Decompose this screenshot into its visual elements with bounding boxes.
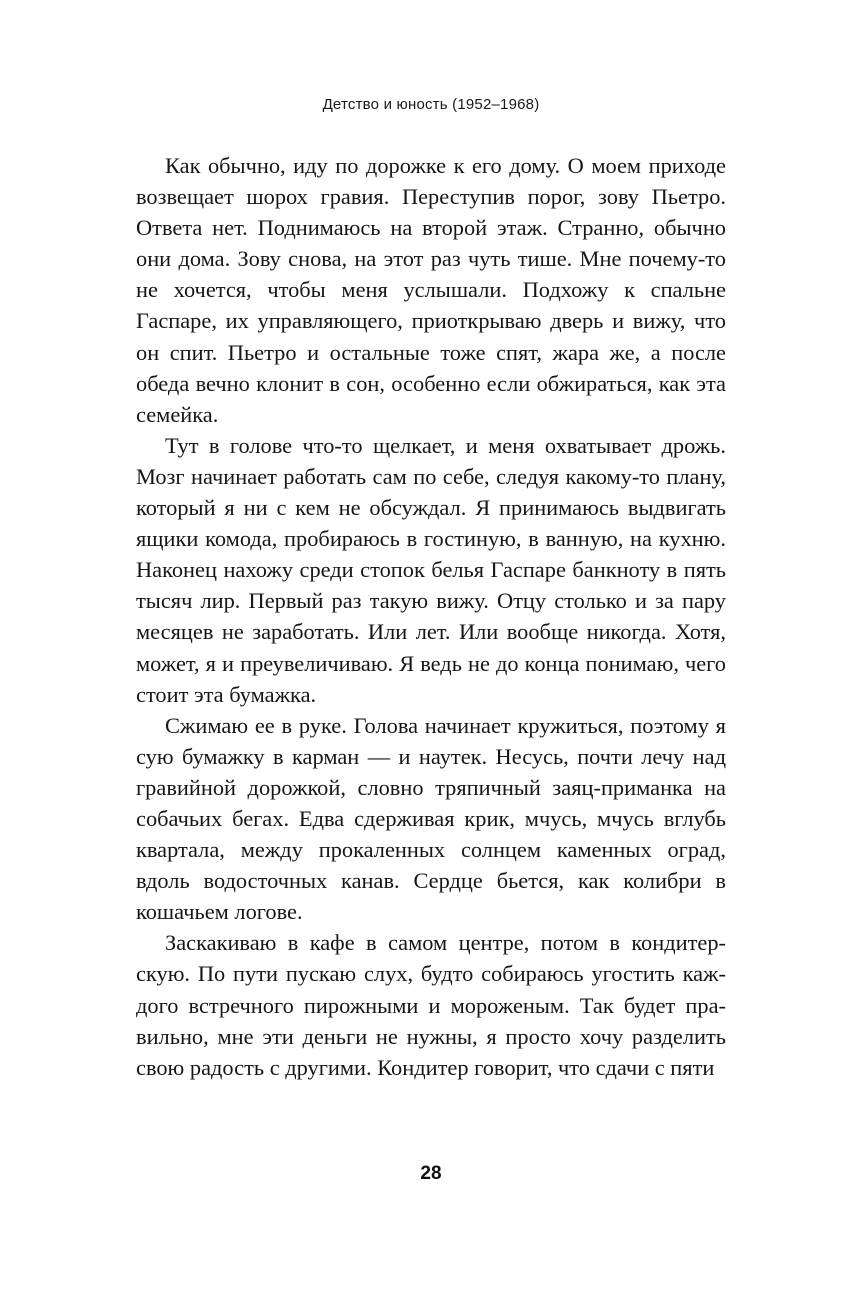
paragraph-3: Сжимаю ее в руке. Голова начинает кружиться, поэтому я сую бумажку в карман — и наутек. Несусь, почти лечу над гравийной дорожкой, словно тряпичный заяц-приманка на собачьих бегах. Едва сдерживая крик, мчусь, мчусь вглубь квартала, между прокаленных солнцем каменных оград, вдоль водосточных канав. Сердце бьется, как колибри в кошачьем логове. [136,712,726,925]
page-number: 28 [420,1163,442,1184]
paragraph-1: Как обычно, иду по дорожке к его дому. О моем приходе возвещает шорох гравия. Переступив порог, зову Пьетро. Ответа нет. Поднимаюсь на второй этаж. Странно, обычно они дома. Зову снова, на этот раз чуть тише. Мне почему-то не хочется, чтобы меня услышали. Подхожу к спальне Гаспаре, их управляющего, приоткрываю дверь и вижу, что он спит. Пьетро и остальные тоже спят, жара же, а после обеда вечно клонит в сон, особенно если обжираться, как эта семейка. [136,153,726,427]
paragraph-2: Тут в голове что-то щелкает, и меня охватывает дрожь. Мозг начинает работать сам по себе, следуя какому-то плану, который я ни с кем не обсуждал. Я принимаюсь выдвигать ящики комода, пробираюсь в гостиную, в ванную, на кухню. Наконец нахожу среди стопок белья Гаспаре банкноту в пять тысяч лир. Первый раз такую вижу. Отцу столько и за пару месяцев не заработать. Или лет. Или вообще никогда. Хотя, может, я и преувеличиваю. Я ведь не до конца понимаю, чего стоит эта бумажка. [136,432,726,707]
running-head: Детство и юность (1952–1968) [322,96,540,113]
paragraph-4: Заскакиваю в кафе в самом центре, потом в кондитерскую. По пути пускаю слух, будто собираюсь угостить каждого встречного пирожными и мороженым. Так будет правильно, мне эти деньги не нужны, я просто хочу разделить свою радость с другими. Кондитер говорит, что сдачи с пяти [136,930,726,1080]
body-text [136,150,726,1083]
